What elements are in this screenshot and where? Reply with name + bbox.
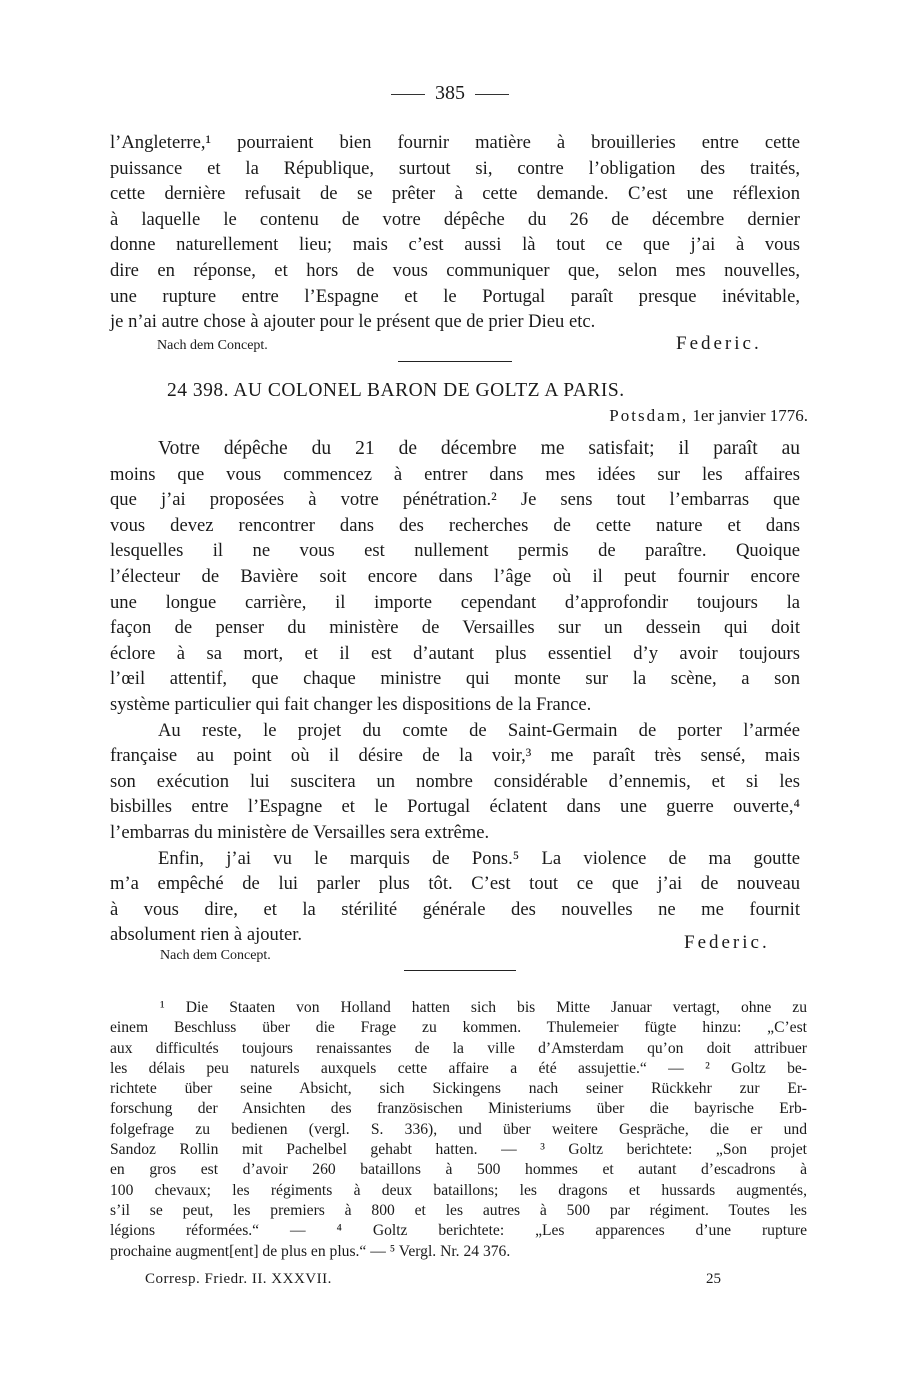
signature-1: Federic. [676,333,762,354]
text-line: à vous dire, et la stérilité générale des nouvelles ne me fournit [110,898,800,920]
text-line: Enfin, j’ai vu le marquis de Pons.⁵ La violence de ma goutte [158,847,800,869]
text-line: bisbilles entre l’Espagne et le Portugal éclatent dans une guerre ouverte,⁴ [110,796,800,818]
text-line: une rupture entre l’Espagne et le Portugal paraît presque inévitable, [110,285,800,307]
footnote-line: richtete über seine Absicht, sich Sickingens nach seiner Rückkehr zur Er- [110,1080,807,1098]
footnote-line: prochaine augment[ent] de plus en plus.“ — ⁵ Vergl. Nr. 24 376. [110,1242,511,1260]
footnote-line: Sandoz Rollin mit Pachelbel gehabt hatten. — ³ Goltz berichtete: „Son projet [110,1141,807,1159]
footnotes [110,998,807,1262]
text-line: vous devez rencontrer dans des recherches de cette nature et dans [110,514,800,536]
text-line: m’a empêché de lui parler plus tôt. C’est tout ce que j’ai de nouveau [110,873,800,895]
footnote-line: ¹ Die Staaten von Holland hatten sich bis Mitte Januar vertagt, ohne zu [160,999,807,1016]
footnote-line: aux difficultés toujours renaissantes de la ville d’Amsterdam qu’on doit attribuer [110,1039,807,1057]
dateline-date: 1er janvier 1776. [692,406,808,425]
text-line: son exécution lui suscitera un nombre considérable d’ennemis, et si les [110,770,800,792]
text-line: donne naturellement lieu; mais c’est aussi là tout ce que j’ai à vous [110,234,800,256]
footnote-line: forschung der Ansichten des französischen Ministeriums über die bayrische Erb- [110,1100,807,1118]
footnote-line: légions réformées.“ — ⁴ Goltz berichtete: „Les apparences d’une rupture [110,1222,807,1240]
text-line: Votre dépêche du 21 de décembre me satisfait; il paraît au [158,438,800,459]
footnote-line: s’il se peut, les premiers à 800 et les autres à 500 par régiment. Toutes les [110,1201,807,1219]
footnote-line: les délais peu naturels auxquels cette affaire a été assujettie.“ — ² Goltz be- [110,1059,807,1077]
page-number-right-dash [475,94,509,95]
footnote-line: 100 chevaux; les régiments à deux bataillons; les dragons et hussards augmentés, [110,1181,807,1199]
text-line: française au point où il désire de la voir,³ me paraît très sensé, mais [110,745,800,767]
text-line: absolument rien à ajouter. [110,924,303,946]
footer-signature-mark: 25 [706,1271,721,1287]
text-line: l’Angleterre,¹ pourraient bien fournir matière à brouilleries entre cette [110,132,800,153]
text-line: je n’ai autre chose à ajouter pour le présent que de prier Dieu etc. [110,311,596,333]
dateline [609,406,808,426]
text-line: moins que vous commencez à entrer dans mes idées sur les affaires [110,463,800,485]
text-line: façon de penser du ministère de Versailles sur un dessein qui doit [110,617,800,639]
text-line: dire en réponse, et hors de vous communiquer que, selon mes nouvelles, [110,259,800,281]
footnote-line: einem Beschluss über die Frage zu kommen. Thulemeier fügte hinzu: „C’est [110,1019,807,1037]
text-line: une longue carrière, il importe cependant d’approfondir toujours la [110,591,800,613]
footer-series: Corresp. Friedr. II. XXXVII. [145,1271,332,1287]
footnote-divider [404,970,516,971]
text-line: cette dernière refusait de se prêter à cette demande. C’est une réflexion [110,183,800,205]
text-line: à laquelle le contenu de votre dépêche du 26 de décembre dernier [110,208,800,230]
text-line: l’électeur de Bavière soit encore dans l’âge où il peut fournir encore [110,565,800,587]
footnote-line: folgefrage zu bedienen (vergl. S. 336), und über weitere Gespräche, die er und [110,1120,807,1138]
footnote-line: en gros est d’avoir 260 bataillons à 500 hommes et autant d’escadrons à [110,1161,807,1179]
text-line: système particulier qui fait changer les dispositions de la France. [110,693,592,715]
dateline-place: Potsdam, [609,406,689,425]
section-divider-1 [398,361,512,362]
page-number [0,82,900,105]
text-line: Au reste, le projet du comte de Saint-Germain de porter l’armée [158,719,800,741]
text-line: que j’ai proposées à votre pénétration.² Je sens tout l’embarras que [110,489,800,511]
page-number-left-dash [391,94,425,95]
text-line: puissance et la République, surtout si, contre l’obligation des traités, [110,157,800,179]
text-line: lesquelles il ne vous est nullement permis de paraître. Quoique [110,540,800,562]
text-line: l’œil attentif, que chaque ministre qui monte sur la scène, a son [110,668,800,690]
source-note-1: Nach dem Concept. [157,338,268,353]
source-note-2: Nach dem Concept. [160,948,271,963]
page-number-text: 385 [435,82,465,104]
text-line: éclore à sa mort, et il est d’autant plus essentiel d’y avoir toujours [110,642,800,664]
continuation-paragraph [110,130,800,335]
letter-heading-text: 24 398. AU COLONEL BARON DE GOLTZ A PARIS. [167,380,625,401]
letter-body [110,436,800,948]
text-line: l’embarras du ministère de Versailles sera extrême. [110,821,490,843]
signature-2: Federic. [684,932,770,953]
